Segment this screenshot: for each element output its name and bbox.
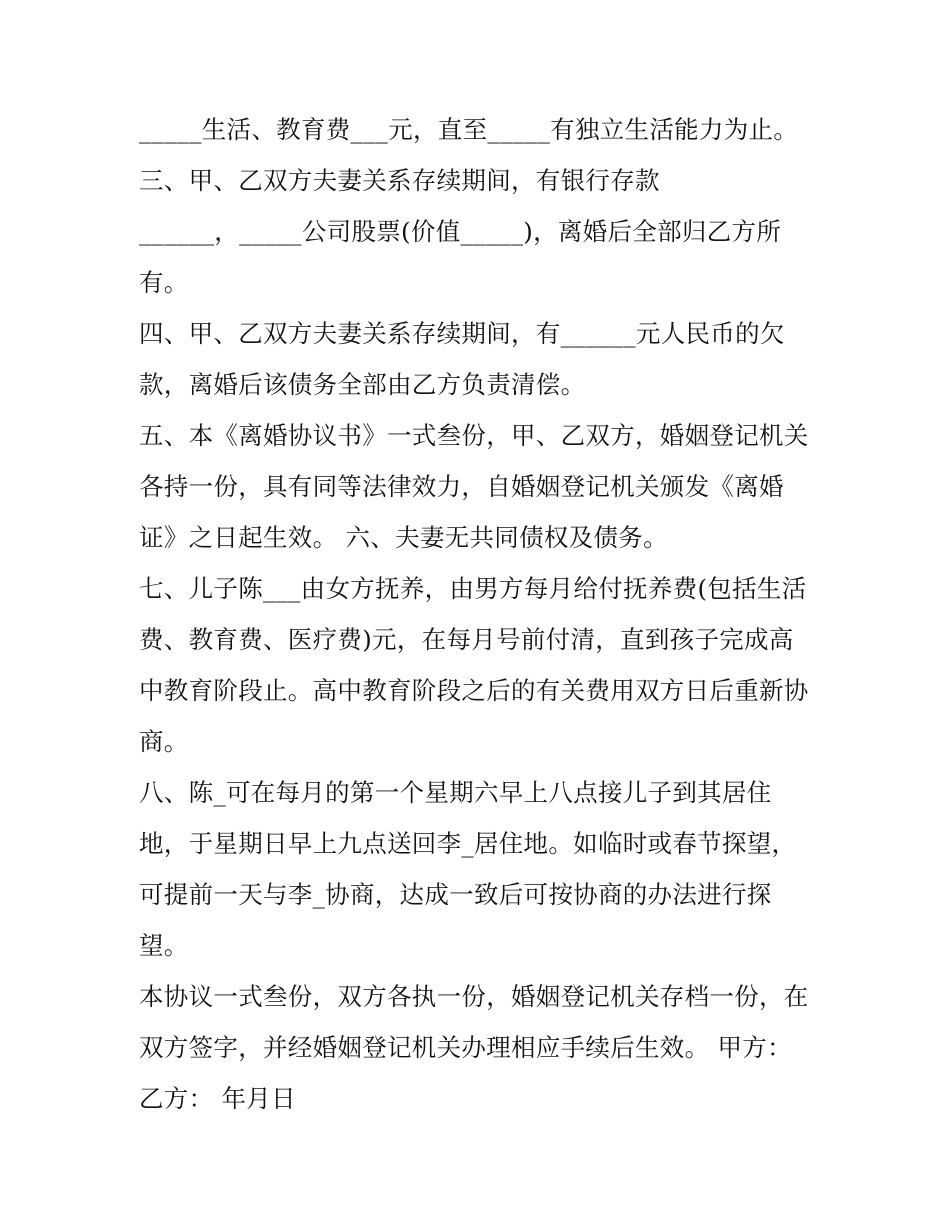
document-line: 证》之日起生效。 六、夫妻无共同债权及债务。 <box>139 523 668 552</box>
document-line: 八、陈_可在每月的第一个星期六早上八点接儿子到其居住 <box>139 778 772 807</box>
document-line: 本协议一式叁份，双方各执一份，婚姻登记机关存档一份，在 <box>139 982 809 1011</box>
document-line: 双方签字，并经婚姻登记机关办理相应手续后生效。 甲方： <box>139 1033 792 1062</box>
document-line: 中教育阶段止。高中教育阶段之后的有关费用双方日后重新协 <box>139 676 809 705</box>
document-line: 可提前一天与李_协商，达成一致后可按协商的办法进行探 <box>139 880 772 909</box>
document-line: 四、甲、乙双方夫妻关系存续期间，有______元人民币的欠 <box>139 319 785 348</box>
document-line: 七、儿子陈___由女方抚养，由男方每月给付抚养费(包括生活 <box>139 574 807 603</box>
document-line: _____生活、教育费___元，直至_____有独立生活能力为止。 <box>139 115 799 144</box>
document-line: 地，于星期日早上九点送回李_居住地。如临时或春节探望， <box>139 829 797 858</box>
document-line: 三、甲、乙双方夫妻关系存续期间，有银行存款 <box>139 166 660 195</box>
document-line: 各持一份，具有同等法律效力，自婚姻登记机关颁发《离婚 <box>139 472 784 501</box>
document-line: 有。 <box>139 268 189 297</box>
document-line: 望。 <box>139 931 189 960</box>
document-line: 款，离婚后该债务全部由乙方负责清偿。 <box>139 370 586 399</box>
document-line: 五、本《离婚协议书》一式叁份，甲、乙双方，婚姻登记机关 <box>139 421 809 450</box>
document-line: ______，_____公司股票(价值_____)，离婚后全部归乙方所 <box>139 217 782 246</box>
document-line: 乙方： 年月日 <box>139 1084 296 1113</box>
document-line: 费、教育费、医疗费)元，在每月号前付清，直到孩子完成高 <box>139 625 794 654</box>
document-line: 商。 <box>139 727 189 756</box>
